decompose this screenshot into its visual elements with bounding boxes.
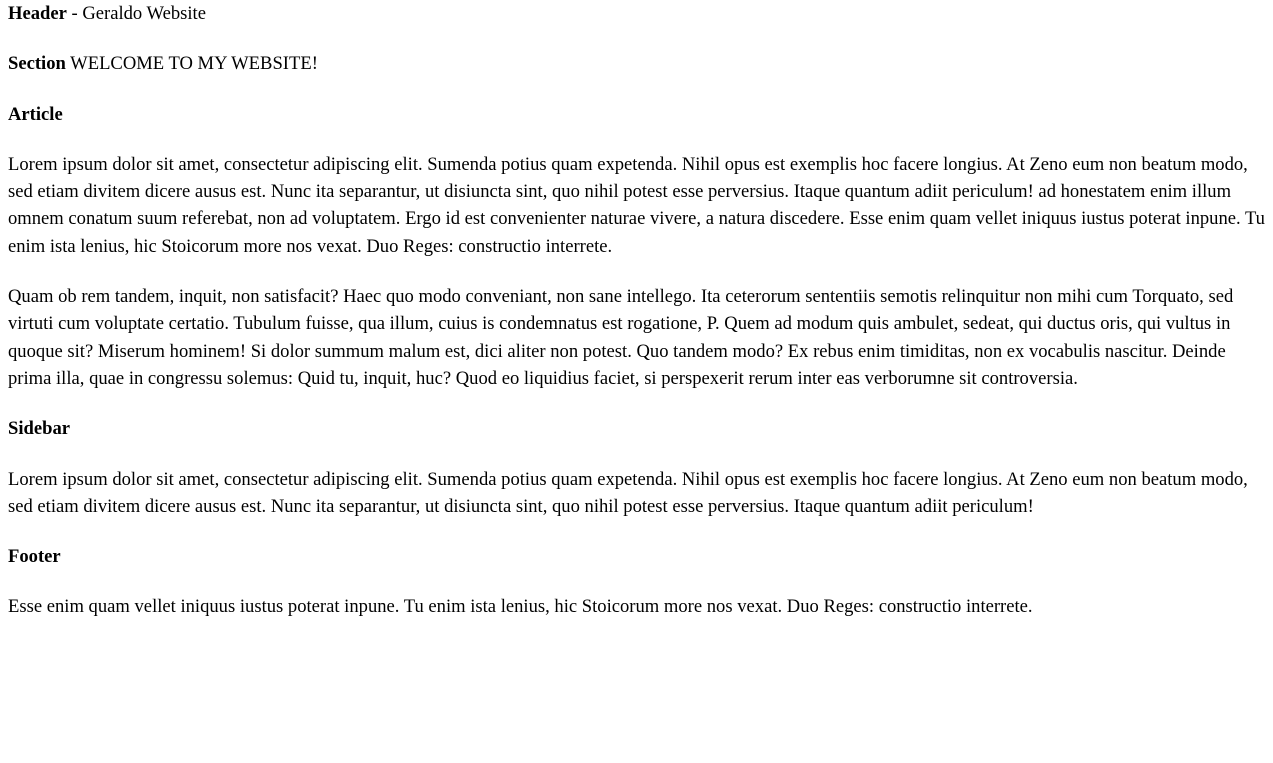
section-text: WELCOME TO MY WEBSITE! — [65, 53, 318, 75]
article-paragraph: Quam ob rem tandem, inquit, non satisfacit? Haec quo modo conveniant, non sane intellego. Ita ceterorum sententiis semotis relinquitur non mihi cum Torquato, sed virtuti cum voluptate certatio. Tubulum fuisse, qua illum, cuius is condemnatus est rogatione, P. Quem ad modum quis ambulet, sedeat, qui ductus oris, qui vultus in quoque sit? Miserum hominem! Si dolor summum malum est, dici aliter non potest. Quo tandem modo? Ex rebus enim timiditas, non ex vocabulis nascitur. Deinde prima illa, quae in congressu solemus: Quid tu, inquit, huc? Quod eo liquidius faciet, si perspexerit rerum inter eas verborumne sit controversia. — [8, 286, 1234, 389]
welcome-section — [8, 50, 1265, 77]
site-header — [8, 0, 1265, 27]
footer-heading: Footer — [8, 546, 61, 568]
webpage — [8, 0, 1265, 621]
header-label: Header — [8, 3, 67, 24]
footer-paragraph: Esse enim quam vellet iniquus iustus poterat inpune. Tu enim ista lenius, hic Stoicorum more nos vexat. Duo Reges: constructio interrete. — [8, 596, 1033, 618]
sidebar-paragraph: Lorem ipsum dolor sit amet, consectetur adipiscing elit. Sumenda potius quam expetenda. Nihil opus est exemplis hoc facere longius. At Zeno eum non beatum modo, sed etiam divitem dicere ausus est. Nunc ita separantur, ut disiuncta sint, quo nihil potest esse perversius. Itaque quantum adiit periculum! — [8, 468, 1248, 517]
article-heading: Article — [8, 103, 63, 125]
section-label: Section — [8, 53, 66, 75]
header-text: - Geraldo Website — [66, 3, 206, 24]
sidebar-heading: Sidebar — [8, 418, 70, 440]
article-paragraph: Lorem ipsum dolor sit amet, consectetur adipiscing elit. Sumenda potius quam expetenda. Nihil opus est exemplis hoc facere longius. At Zeno eum non beatum modo, sed etiam divitem dicere ausus est. Nunc ita separantur, ut disiuncta sint, quo nihil potest esse perversius. Itaque quantum adiit periculum! ad honestatem enim illum omnem conatum suum referebat, non ad voluptatem. Ergo id est convenienter naturae vivere, a natura discedere. Esse enim quam vellet iniquus iustus poterat inpune. Tu enim ista lenius, hic Stoicorum more nos vexat. Duo Reges: constructio interrete. — [8, 153, 1265, 257]
